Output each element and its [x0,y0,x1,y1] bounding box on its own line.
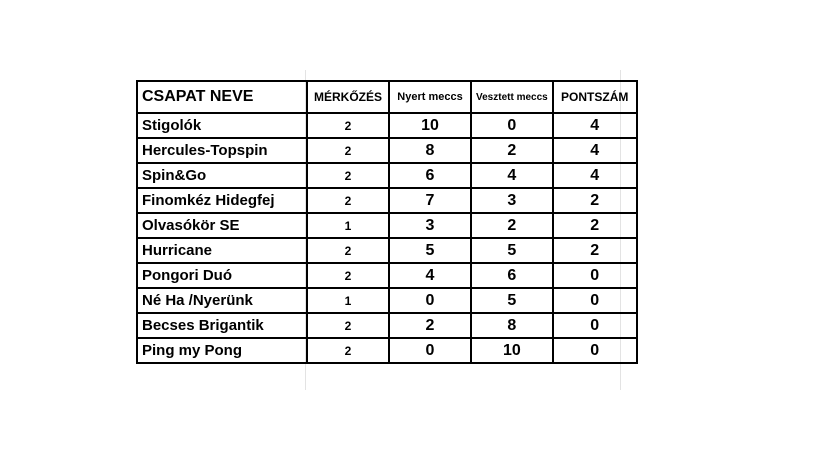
points-cell: 4 [553,113,637,138]
team-name-cell: Pongori Duó [137,263,307,288]
points-cell: 2 [553,238,637,263]
lost-cell: 5 [471,288,553,313]
matches-cell: 2 [307,263,389,288]
table-row [137,163,637,188]
header-matches: MÉRKŐZÉS [307,81,389,113]
table-row [137,238,637,263]
matches-cell: 2 [307,338,389,363]
standings-table [136,80,638,364]
header-won: Nyert meccs [389,81,471,113]
lost-cell: 2 [471,213,553,238]
team-name-cell: Spin&Go [137,163,307,188]
table-row [137,113,637,138]
lost-cell: 4 [471,163,553,188]
team-name-cell: Olvasókör SE [137,213,307,238]
lost-cell: 0 [471,113,553,138]
matches-cell: 2 [307,313,389,338]
team-name-cell: Finomkéz Hidegfej [137,188,307,213]
team-name-cell: Stigolók [137,113,307,138]
points-cell: 2 [553,213,637,238]
matches-cell: 1 [307,213,389,238]
header-lost: Vesztett meccs [471,81,553,113]
points-cell: 0 [553,313,637,338]
matches-cell: 2 [307,113,389,138]
matches-cell: 2 [307,238,389,263]
team-name-cell: Ping my Pong [137,338,307,363]
won-cell: 0 [389,338,471,363]
matches-cell: 2 [307,188,389,213]
lost-cell: 8 [471,313,553,338]
points-cell: 2 [553,188,637,213]
won-cell: 6 [389,163,471,188]
table-row [137,288,637,313]
won-cell: 4 [389,263,471,288]
lost-cell: 6 [471,263,553,288]
points-cell: 4 [553,163,637,188]
lost-cell: 2 [471,138,553,163]
header-team-name: CSAPAT NEVE [137,81,307,113]
won-cell: 0 [389,288,471,313]
won-cell: 3 [389,213,471,238]
table-row [137,313,637,338]
table-row [137,188,637,213]
team-name-cell: Né Ha /Nyerünk [137,288,307,313]
header-points: PONTSZÁM [553,81,637,113]
points-cell: 0 [553,263,637,288]
won-cell: 2 [389,313,471,338]
team-name-cell: Becses Brigantik [137,313,307,338]
matches-cell: 2 [307,138,389,163]
table-row [137,138,637,163]
won-cell: 10 [389,113,471,138]
table-row [137,338,637,363]
points-cell: 0 [553,338,637,363]
lost-cell: 3 [471,188,553,213]
table-row [137,213,637,238]
won-cell: 7 [389,188,471,213]
won-cell: 8 [389,138,471,163]
won-cell: 5 [389,238,471,263]
matches-cell: 1 [307,288,389,313]
table-header-row [137,81,637,113]
team-name-cell: Hurricane [137,238,307,263]
lost-cell: 5 [471,238,553,263]
lost-cell: 10 [471,338,553,363]
table-row [137,263,637,288]
points-cell: 0 [553,288,637,313]
team-name-cell: Hercules-Topspin [137,138,307,163]
matches-cell: 2 [307,163,389,188]
points-cell: 4 [553,138,637,163]
